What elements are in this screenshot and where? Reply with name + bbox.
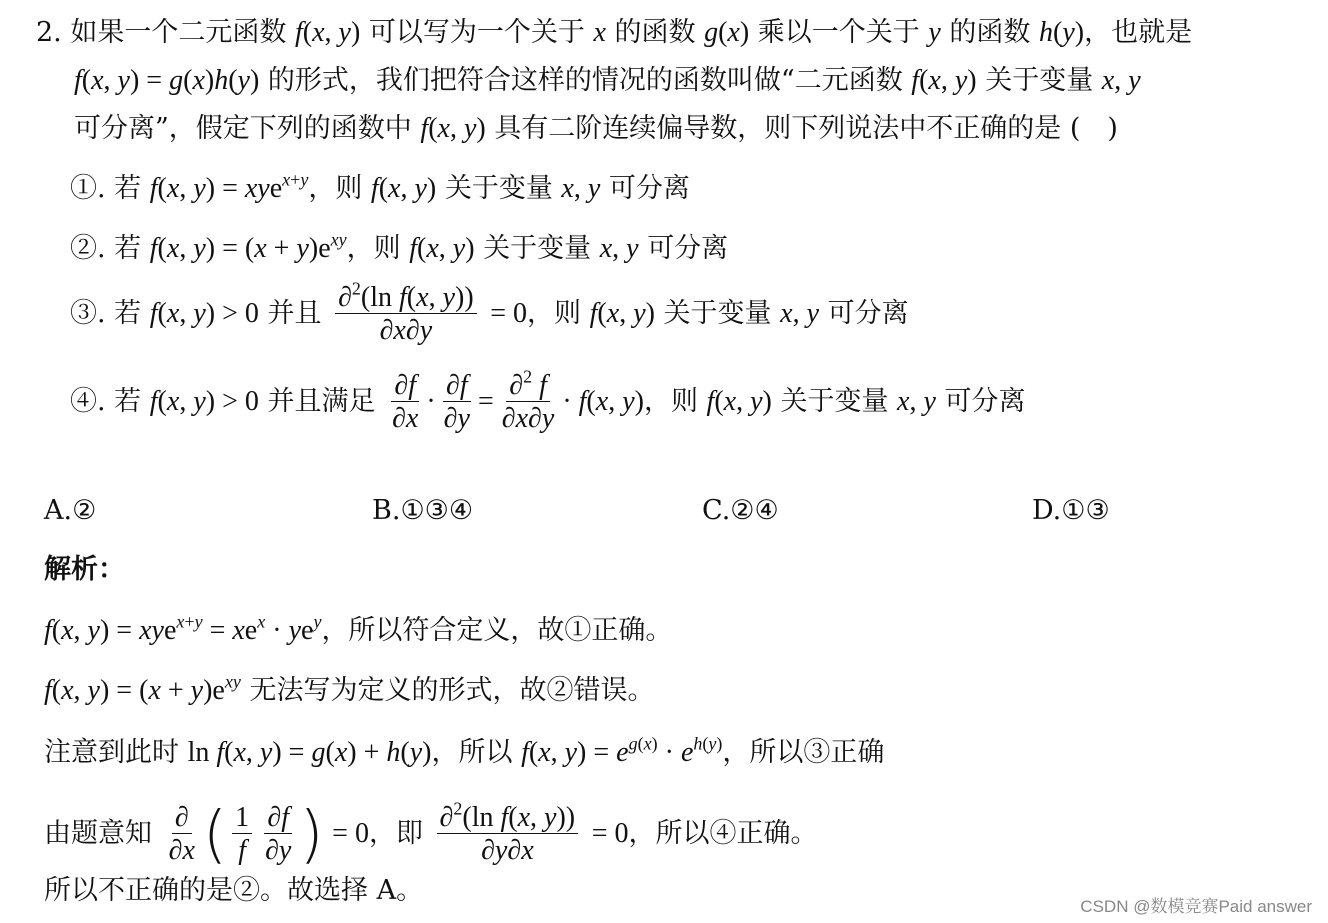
fraction-d2-ln-f: $\frac{\partial^2(\ln f(x, y))}{\partial x\partial y}$ bbox=[335, 283, 477, 346]
fraction-df-dy-solution: $\frac{\partial f}{\partial y}$ bbox=[265, 802, 292, 867]
option-a[interactable]: A.② bbox=[44, 495, 97, 526]
fraction-1-over-f: $\frac{1}{f}$ bbox=[232, 803, 252, 866]
solution-line-4: 由题意知 $\frac{\partial}{\partial x}$ ( $\frac{1}{f}$ $\frac{\partial f}{\partial y}$ ) = 0，即 $\frac{\partial^2(\ln f(x, y))}{\partial y\partial x}$ = 0，所以④正确。 bbox=[44, 797, 818, 871]
fraction-d2-ln-f-solution: $\frac{\partial^2(\ln f(x, y))}{\partial y\partial x}$ bbox=[437, 803, 579, 866]
solution-line-3: 注意到此时 ln f(x, y) = g(x) + h(y)，所以 f(x, $y) = e^{g(x)} \cdot e^{h(y)}$，所以③正确 bbox=[44, 733, 885, 768]
question-line-1: 2. 如果一个二元函数 f(x, y) 可以写为一个关于 x 的函数 g(x) 乘以一个关于 y 的函数 h(y)，也就是 bbox=[36, 17, 1193, 48]
solution-line-1: f(x, $y) = xye^{x+y} = xe^x \cdot ye^y$，所以符合定义，故①正确。 bbox=[44, 611, 673, 646]
fraction-df-dx: $\frac{\partial f}{\partial x}$ bbox=[392, 370, 419, 435]
watermark: CSDN @数模竞赛Paid answer bbox=[1080, 897, 1312, 916]
option-c[interactable]: C.②④ bbox=[702, 495, 779, 526]
fraction-d-dx: $\frac{\partial}{\partial x}$ bbox=[168, 802, 195, 867]
question-line-2: f(x, y) = g(x)h(y) 的形式，我们把符合这样的情况的函数叫做“二元函数 f(x, y) 关于变量 x, y bbox=[74, 65, 1141, 96]
question-line-3: 可分离”，假定下列的函数中 f(x, y) 具有二阶连续偏导数，则下列说法中不正确的是 ( ) bbox=[74, 113, 1118, 144]
solution-heading: 解析： bbox=[44, 554, 125, 585]
fraction-df-dy: $\frac{\partial f}{\partial y}$ bbox=[443, 370, 470, 435]
statement-3: ③. 若 f(x, y) > 0 并且 $\frac{\partial^2(\ln f(x, y))}{\partial x\partial y}$ = 0，则 f(x, y) 关于变量 x, y 可分离 bbox=[70, 278, 909, 347]
fraction-d2f-dxdy: $\frac{\partial^2 f}{\partial x\partial y}$ bbox=[501, 366, 555, 435]
option-d[interactable]: D.①③ bbox=[1032, 495, 1110, 526]
statement-4: ④. 若 f(x, y) > 0 并且满足 $\frac{\partial f}{\partial x}$ · $\frac{\partial f}{\partial y}$ = $\frac{\partial^2 f}{\partial x\partial y}$ · f(x, y)，则 f(x, y) 关于变量 x, y 可分离 bbox=[70, 366, 1026, 435]
solution-line-2: f(x, $y) = (x + y)e^{xy}$ 无法写为定义的形式，故②错误。 bbox=[44, 671, 655, 706]
statement-1: ①. 若 f(x, y) = xye$^{x+y}$，则 f(x, y) 关于变量 x, y 可分离 bbox=[70, 169, 690, 204]
statement-2: ②. 若 f(x, $y) = (x + y)e^{xy}$，则 f(x, y) 关于变量 x, y 可分离 bbox=[70, 229, 729, 264]
question-number: 2. bbox=[36, 17, 62, 48]
option-b[interactable]: B.①③④ bbox=[372, 495, 474, 526]
solution-line-5: 所以不正确的是②。故选择 A。 bbox=[44, 875, 424, 906]
